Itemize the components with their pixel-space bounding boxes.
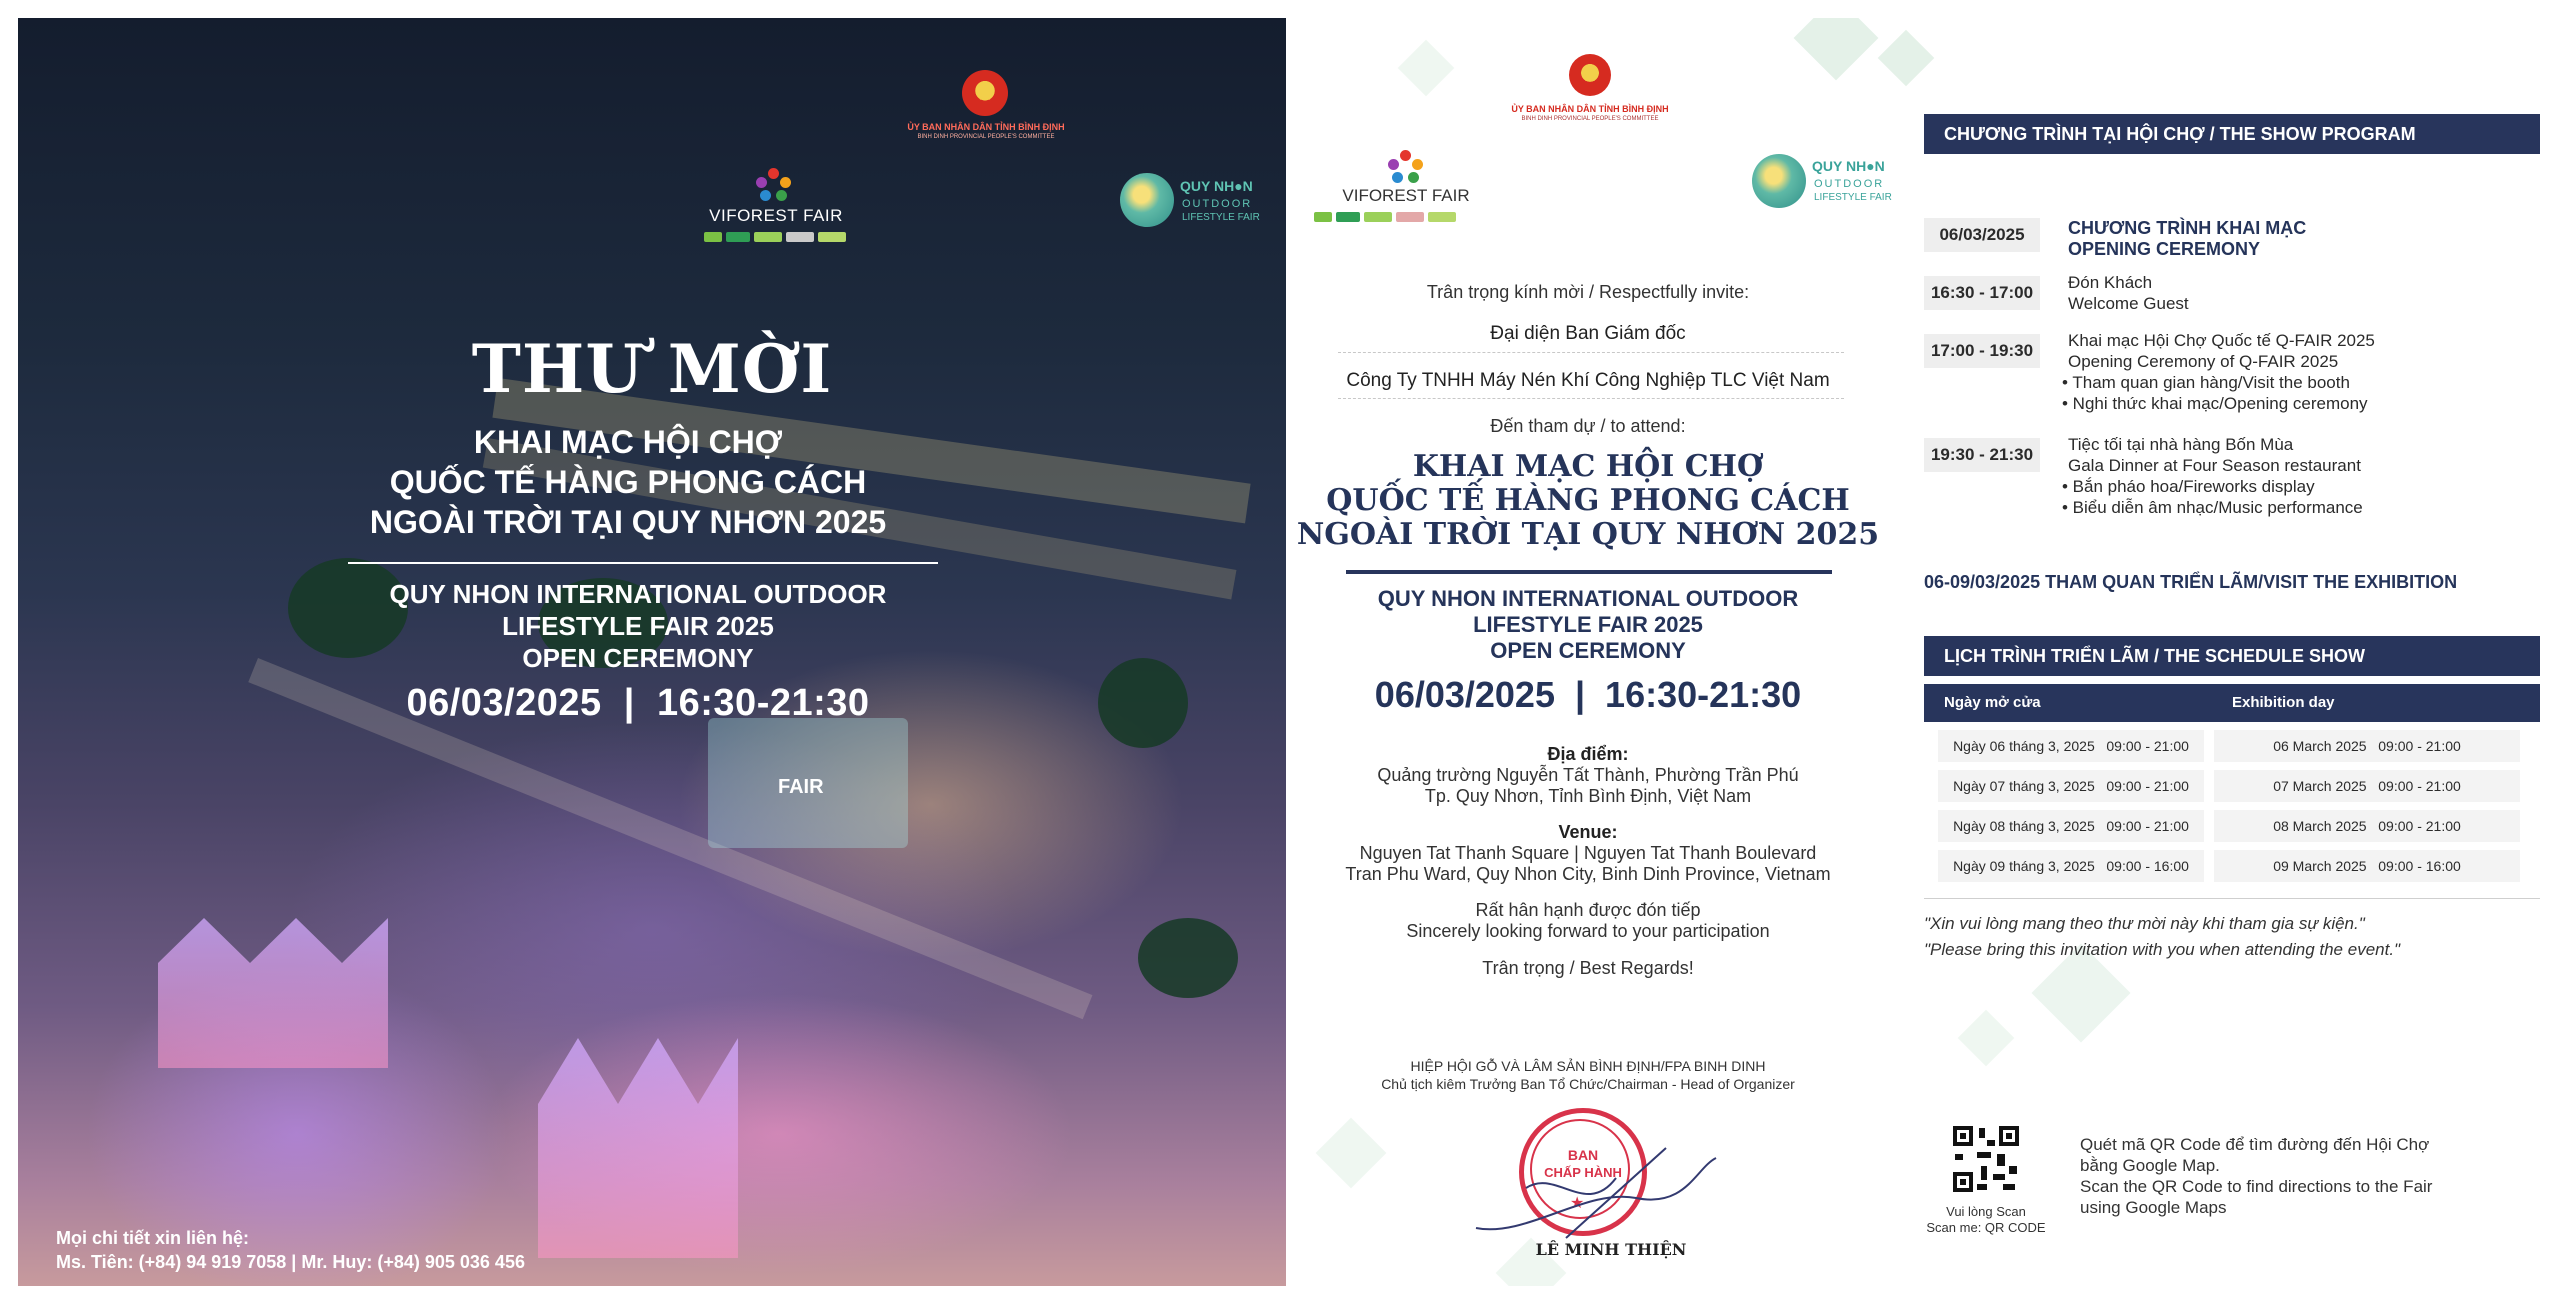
schedule-cell-en: 09 March 2025 09:00 - 16:00 xyxy=(2214,850,2520,882)
schedule-cell-en: 08 March 2025 09:00 - 21:00 xyxy=(2214,810,2520,842)
seal-center-1: BAN xyxy=(1567,1147,1599,1163)
schedule-divider xyxy=(1924,898,2540,899)
partner-logo-icon xyxy=(754,232,782,242)
note-vn: "Xin vui lòng mang theo thư mời này khi tham gia sự kiện." xyxy=(1924,914,2365,933)
program-item-line: CHƯƠNG TRÌNH KHAI MẠC xyxy=(2068,218,2307,238)
program-item-line: Đón Khách xyxy=(2068,273,2153,292)
show-program-header: CHƯƠNG TRÌNH TẠI HỘI CHỢ / THE SHOW PROGRAM xyxy=(1924,114,2540,154)
schedule-cell-vn: Ngày 06 tháng 3, 2025 09:00 - 21:00 xyxy=(1938,730,2204,762)
schedule-header: LỊCH TRÌNH TRIỂN LÃM / THE SCHEDULE SHOW xyxy=(1924,636,2540,676)
viforest-logo-text: VIFOREST FAIR xyxy=(1342,186,1470,205)
event-en-line-1: QUY NHON INTERNATIONAL OUTDOOR xyxy=(1377,586,1799,611)
program-time-badge: 17:00 - 19:30 xyxy=(1924,334,2040,368)
qn-lifestyle-text: LIFESTYLE FAIR xyxy=(1814,192,1892,203)
qr-scan-vn: Vui lòng Scan xyxy=(1946,1204,2026,1219)
welcome-vn: Rất hân hạnh được đón tiếp xyxy=(1475,900,1701,920)
viforest-flower-icon xyxy=(756,168,792,202)
cover-vn-line-3: NGOÀI TRỜI TẠI QUY NHƠN 2025 xyxy=(369,504,887,540)
decorative-diamond xyxy=(1316,1118,1387,1189)
cover-en-line-1: QUY NHON INTERNATIONAL OUTDOOR xyxy=(389,579,887,609)
partner-logo-icon xyxy=(1428,212,1456,222)
seal-star-icon: ★ xyxy=(1570,1195,1585,1212)
tree-illustration xyxy=(1098,658,1188,748)
province-label: ỦY BAN NHÂN DÂN TỈNH BÌNH ĐỊNH xyxy=(907,122,1065,132)
pavilion-illustration-2 xyxy=(538,1038,738,1258)
fair-building-illustration xyxy=(708,718,908,848)
venue-en-label: Venue: xyxy=(1558,822,1618,842)
organizer-name: HIỆP HỘI GỖ VÀ LÂM SẢN BÌNH ĐỊNH/FPA BINH DINH xyxy=(1410,1058,1766,1074)
program-item-line: Welcome Guest xyxy=(2068,294,2189,313)
state-emblem-icon: ★ xyxy=(1569,54,1611,96)
attend-line: Đến tham dự / to attend: xyxy=(1490,416,1686,436)
program-item-line: Khai mạc Hội Chợ Quốc tế Q-FAIR 2025 xyxy=(2068,331,2375,350)
qr-scan-en: Scan me: QR CODE xyxy=(1926,1220,2046,1235)
venue-vn-label: Địa điểm: xyxy=(1547,744,1629,764)
cover-en-line-3: OPEN CEREMONY xyxy=(522,643,754,673)
program-item-line: • Nghi thức khai mạc/Opening ceremony xyxy=(2062,394,2368,413)
program-item-line: OPENING CEREMONY xyxy=(2068,239,2261,259)
event-en-line-3: OPEN CEREMONY xyxy=(1490,638,1686,663)
recipient-company: Công Ty TNHH Máy Nén Khí Công Nghiệp TLC Việt Nam xyxy=(1346,370,1830,391)
cover-divider xyxy=(348,562,938,564)
program-time-badge: 16:30 - 17:00 xyxy=(1924,276,2040,310)
schedule-col-en: Exhibition day xyxy=(2232,694,2335,711)
event-english-heading xyxy=(1286,586,1890,664)
cover-vn-line-2: QUỐC TẾ HÀNG PHONG CÁCH xyxy=(389,464,867,500)
event-en-line-2: LIFESTYLE FAIR 2025 xyxy=(1473,612,1703,637)
regards: Trân trọng / Best Regards! xyxy=(1482,958,1694,978)
event-vn-line-2: QUỐC TẾ HÀNG PHONG CÁCH xyxy=(1326,483,1850,518)
cover-en-line-2: LIFESTYLE FAIR 2025 xyxy=(502,611,774,641)
schedule-cell-vn: Ngày 09 tháng 3, 2025 09:00 - 16:00 xyxy=(1938,850,2204,882)
cover-date-time: 06/03/2025 | 16:30-21:30 xyxy=(406,682,870,724)
partner-logo-icon xyxy=(1364,212,1392,222)
schedule-cell-vn: Ngày 07 tháng 3, 2025 09:00 - 21:00 xyxy=(1938,770,2204,802)
partner-logo-icon xyxy=(726,232,750,242)
decorative-diamond xyxy=(1794,18,1879,80)
partner-logo-icon xyxy=(786,232,814,242)
event-date-time: 06/03/2025 | 16:30-21:30 xyxy=(1374,674,1802,715)
recipient-title: Đại diện Ban Giám đốc xyxy=(1490,323,1686,344)
quy-nhon-logo-icon xyxy=(1120,173,1174,227)
note-en: "Please bring this invitation with you when attending the event." xyxy=(1924,940,2401,959)
qn-brand-text: QUY NH●N xyxy=(1812,158,1885,174)
qn-outdoor-text: OUTDOOR xyxy=(1814,178,1885,190)
venue-vn-line-2: Tp. Quy Nhơn, Tỉnh Bình Định, Việt Nam xyxy=(1424,786,1752,806)
cover-english-heading xyxy=(188,578,1088,674)
schedule-cell-vn: Ngày 08 tháng 3, 2025 09:00 - 21:00 xyxy=(1938,810,2204,842)
qr-text-en-1: Scan the QR Code to find directions to the Fair xyxy=(2080,1177,2433,1196)
qr-text-vn-1: Quét mã QR Code để tìm đường đến Hội Chợ xyxy=(2080,1135,2430,1154)
partner-logo-icon xyxy=(1314,212,1332,222)
dotted-divider xyxy=(1338,352,1844,353)
venue-en-line-2: Tran Phu Ward, Quy Nhon City, Binh Dinh Province, Vietnam xyxy=(1345,864,1831,884)
qr-text-vn-2: bằng Google Map. xyxy=(2080,1156,2220,1175)
province-sub-label: BINH DINH PROVINCIAL PEOPLE'S COMMITTEE xyxy=(1521,116,1659,122)
signer-name: LÊ MINH THIỆN xyxy=(1535,1240,1687,1259)
schedule-cell-en: 07 March 2025 09:00 - 21:00 xyxy=(2214,770,2520,802)
seal-center-2: CHẤP HÀNH xyxy=(1544,1165,1622,1180)
qn-outdoor-text: OUTDOOR xyxy=(1182,198,1253,210)
venue-en-line-1: Nguyen Tat Thanh Square | Nguyen Tat Thanh Boulevard xyxy=(1359,843,1817,863)
qn-lifestyle-text: LIFESTYLE FAIR xyxy=(1182,212,1260,223)
partner-logo-icon xyxy=(1336,212,1360,222)
cover-vietnamese-heading xyxy=(178,422,1078,542)
schedule-col-vn: Ngày mở cửa xyxy=(1944,694,2041,711)
welcome-en: Sincerely looking forward to your participation xyxy=(1406,921,1770,941)
invitation-panel xyxy=(1286,18,2542,1286)
viforest-flower-icon xyxy=(1388,150,1424,184)
decorative-diamond xyxy=(1958,1010,2015,1067)
decorative-diamond xyxy=(1878,30,1935,87)
cover-vn-line-1: KHAI MẠC HỘI CHỢ xyxy=(473,424,783,460)
viforest-logo-text: VIFOREST FAIR xyxy=(709,206,843,225)
quy-nhon-logo-icon xyxy=(1752,154,1806,208)
qn-brand-text: QUY NH●N xyxy=(1180,178,1253,194)
province-sub-label: BINH DINH PROVINCIAL PEOPLE'S COMMITTEE xyxy=(917,134,1055,140)
tree-illustration xyxy=(1138,918,1238,998)
event-vietnamese-heading xyxy=(1286,450,1890,552)
venue-vn-line-1: Quảng trường Nguyễn Tất Thành, Phường Trần Phú xyxy=(1377,765,1799,785)
program-item-line: • Biểu diễn âm nhạc/Music performance xyxy=(2062,498,2363,517)
schedule-cell-en: 06 March 2025 09:00 - 21:00 xyxy=(2214,730,2520,762)
partner-logo-icon xyxy=(704,232,722,242)
program-item-line: • Bắn pháo hoa/Fireworks display xyxy=(2062,477,2315,496)
program-item-line: Gala Dinner at Four Season restaurant xyxy=(2068,456,2361,475)
event-vn-line-1: KHAI MẠC HỘI CHỢ xyxy=(1412,449,1764,484)
pavilion-illustration xyxy=(158,918,388,1068)
program-time-badge: 19:30 - 21:30 xyxy=(1924,438,2040,472)
heading-divider xyxy=(1346,570,1832,574)
event-vn-line-3: NGOÀI TRỜI TẠI QUY NHƠN 2025 xyxy=(1296,517,1880,552)
invite-line: Trân trọng kính mời / Respectfully invite: xyxy=(1426,282,1750,302)
program-time-badge: 06/03/2025 xyxy=(1924,218,2040,252)
program-item-line: Tiệc tối tại nhà hàng Bốn Mùa xyxy=(2068,435,2294,454)
decorative-diamond xyxy=(1398,40,1455,97)
qr-instructions xyxy=(2080,1134,2432,1218)
signature-drawing xyxy=(1466,1128,1726,1258)
organizer-role: Chủ tịch kiêm Trưởng Ban Tổ Chức/Chairman - Head of Organizer xyxy=(1381,1076,1795,1092)
exhibition-visit-line: 06-09/03/2025 THAM QUAN TRIỂN LÃM/VISIT THE EXHIBITION xyxy=(1924,572,2458,592)
schedule-table-header xyxy=(1924,684,2540,722)
state-emblem-icon: ★ xyxy=(962,70,1008,116)
partner-logo-icon xyxy=(818,232,846,242)
qr-text-en-2: using Google Maps xyxy=(2080,1198,2227,1217)
contact-phones: Ms. Tiên: (+84) 94 919 7058 | Mr. Huy: (+84) 905 036 456 xyxy=(56,1252,525,1272)
qr-code-icon[interactable] xyxy=(1953,1126,2019,1192)
program-item-line: • Tham quan gian hàng/Visit the booth xyxy=(2062,373,2350,392)
dotted-divider xyxy=(1338,398,1844,399)
cover-title: THƯ MỜI xyxy=(471,330,833,408)
contact-label: Mọi chi tiết xin liên hệ: xyxy=(56,1228,250,1248)
fair-sign: FAIR xyxy=(778,776,824,798)
program-item-line: Opening Ceremony of Q-FAIR 2025 xyxy=(2068,352,2339,371)
province-label: ỦY BAN NHÂN DÂN TỈNH BÌNH ĐỊNH xyxy=(1511,104,1669,114)
partner-logo-icon xyxy=(1396,212,1424,222)
cover-panel xyxy=(18,18,1286,1286)
